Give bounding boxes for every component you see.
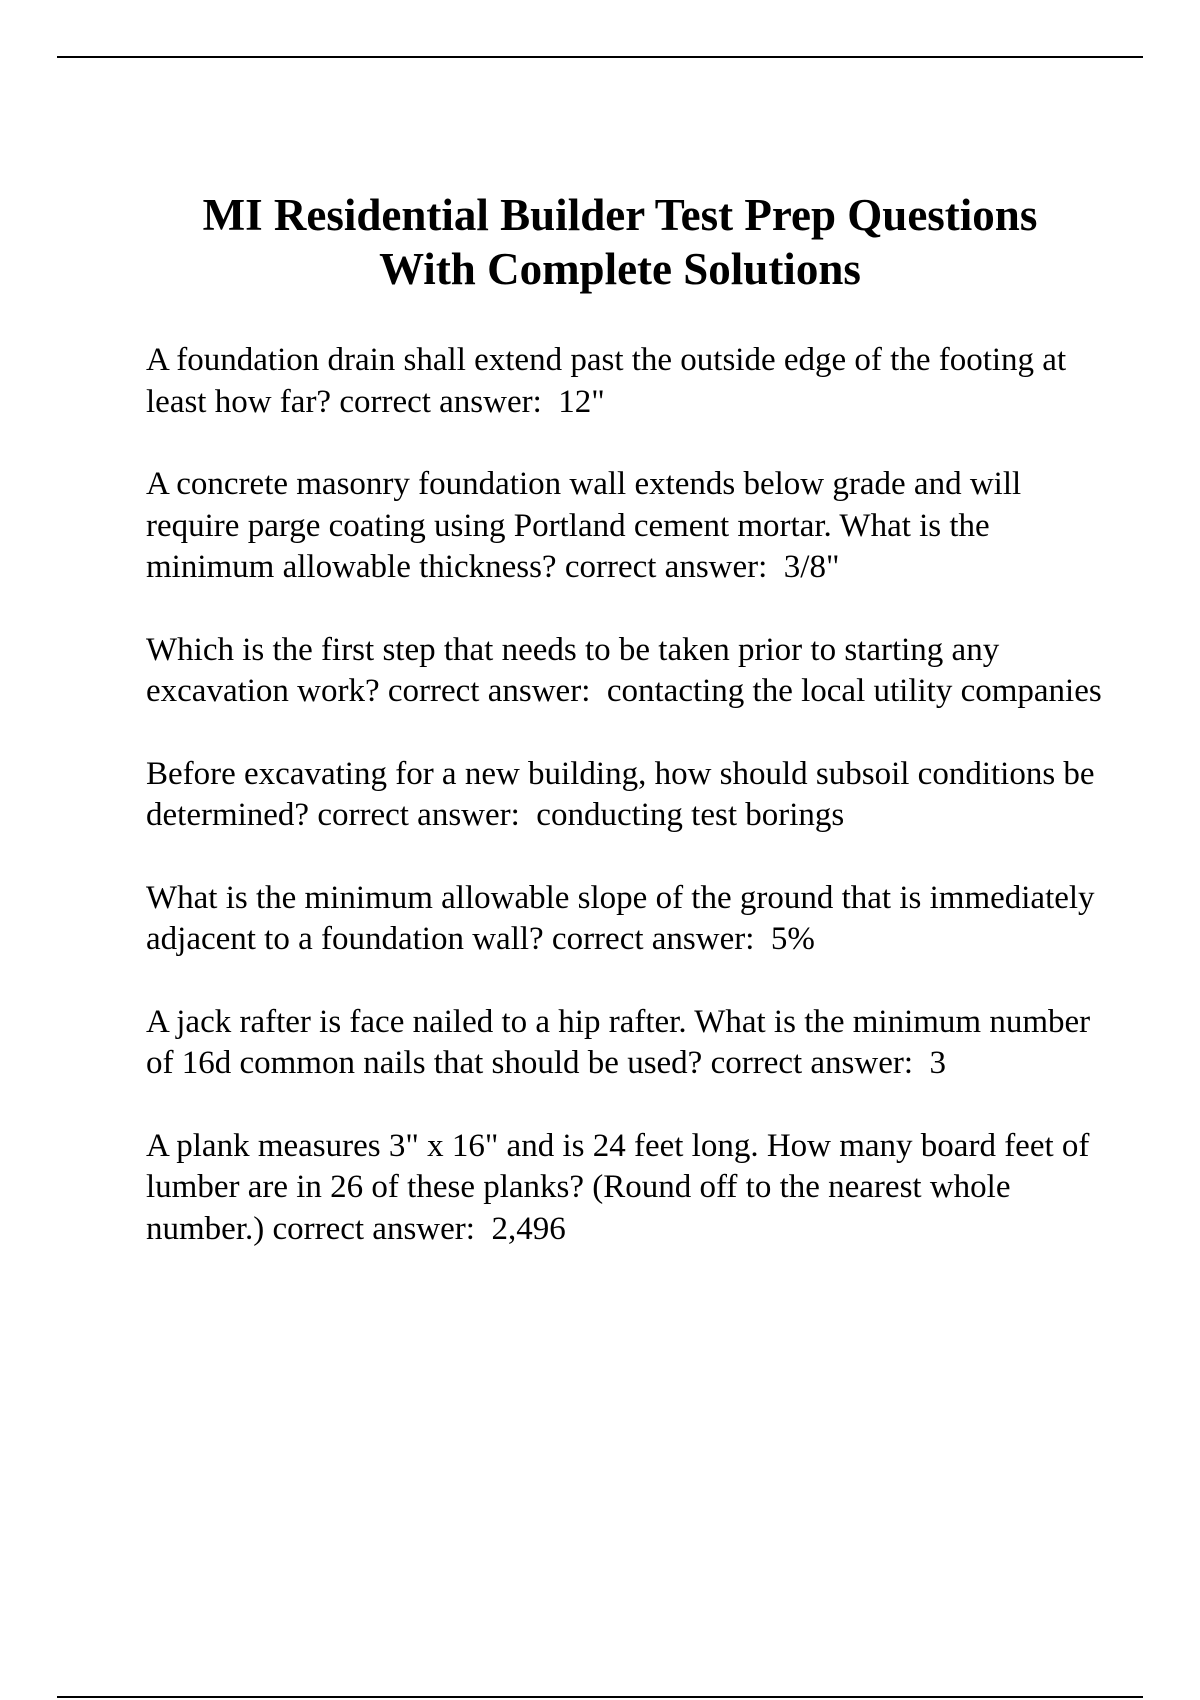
qa-item [146, 1002, 1106, 1085]
qa-item [146, 1126, 1106, 1251]
qa-item [146, 340, 1106, 423]
question-text: Which is the first step that needs to be taken prior to starting any excavation work? correct answer: [146, 631, 1000, 709]
question-text: A jack rafter is face nailed to a hip rafter. What is the minimum number of 16d common nails that should be used? correct answer: [146, 1003, 1091, 1081]
answer-text: 3/8" [783, 549, 840, 585]
question-text: A foundation drain shall extend past the outside edge of the footing at least how far? correct answer: [146, 342, 1067, 420]
page-title-line-2: With Complete Solutions [379, 244, 861, 294]
question-text: Before excavating for a new building, how should subsoil conditions be determined? correct answer: [146, 755, 1095, 833]
qa-item [146, 754, 1106, 837]
qa-item [146, 464, 1106, 589]
question-text: A concrete masonry foundation wall extends below grade and will require parge coating using Portland cement mortar. What is the minimum allowable thickness? correct answer: [146, 466, 1022, 585]
top-rule [57, 56, 1143, 58]
answer-text: 2,496 [491, 1210, 566, 1247]
answer-text: 3 [929, 1045, 947, 1081]
answer-text: contacting the local utility companies [606, 673, 1102, 709]
bottom-rule [57, 1696, 1143, 1698]
page-title [110, 188, 1130, 296]
question-text: What is the minimum allowable slope of the ground that is immediately adjacent to a foundation wall? correct answer: [146, 879, 1095, 957]
qa-list [146, 340, 1106, 1291]
qa-item [146, 630, 1106, 713]
question-text: A plank measures 3" x 16" and is 24 feet long. How many board feet of lumber are in 26 of these planks? (Round off to the nearest whole number.) correct answer: [146, 1127, 1090, 1247]
qa-item [146, 878, 1106, 961]
answer-text: 12" [558, 383, 605, 420]
answer-text: 5% [770, 921, 815, 957]
page-title-line-1: MI Residential Builder Test Prep Questions [202, 190, 1038, 240]
answer-text: conducting test borings [536, 797, 845, 833]
